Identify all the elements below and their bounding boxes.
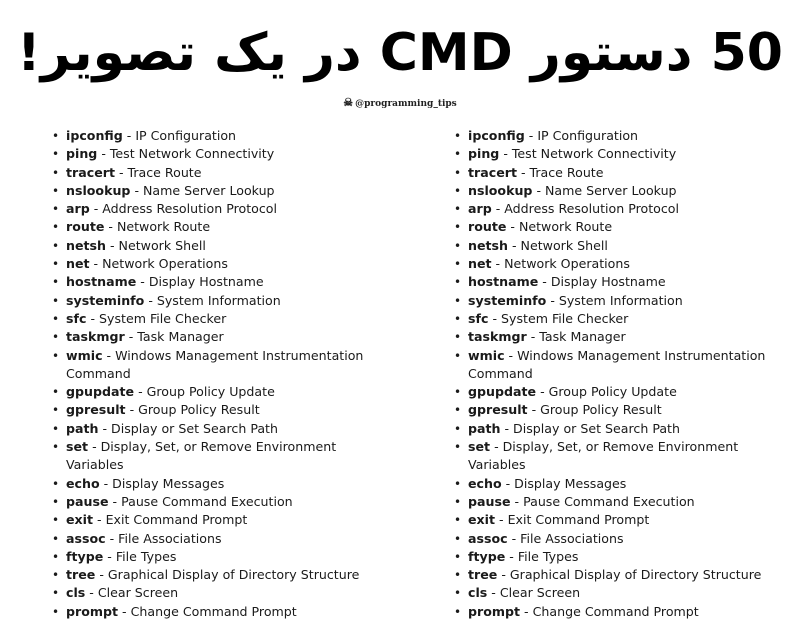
list-item xyxy=(454,237,794,255)
list-item xyxy=(454,164,794,182)
command-description: - Display, Set, or Remove Environment Variables xyxy=(468,439,739,473)
list-item xyxy=(52,273,397,291)
bullet-icon: • xyxy=(52,129,60,143)
command-name: route xyxy=(468,219,507,235)
bullet-icon: • xyxy=(454,494,462,509)
command-description: - Change Command Prompt xyxy=(118,603,297,619)
command-description: - Task Manager xyxy=(124,329,224,345)
command-description: - Test Network Connectivity xyxy=(499,146,677,162)
list-item xyxy=(52,493,397,511)
list-item xyxy=(454,548,794,566)
command-description: - Pause Command Execution xyxy=(510,493,695,509)
list-item xyxy=(454,292,794,310)
command-name: exit xyxy=(468,512,496,528)
bullet-icon: • xyxy=(454,183,462,198)
list-item xyxy=(454,200,794,218)
list-item xyxy=(52,164,397,182)
bullet-icon: • xyxy=(52,476,60,491)
bullet-icon: • xyxy=(454,220,462,235)
bullet-icon: • xyxy=(52,183,60,198)
command-description: - System Information xyxy=(144,292,281,308)
list-item xyxy=(52,310,397,328)
bullet-icon: • xyxy=(52,348,60,363)
command-name: arp xyxy=(66,201,90,217)
list-item xyxy=(52,511,397,529)
command-description: - Test Network Connectivity xyxy=(97,146,275,162)
list-item xyxy=(52,566,397,584)
command-description: - Display Messages xyxy=(501,475,627,491)
list-item xyxy=(454,401,794,419)
list-item xyxy=(52,603,397,621)
command-description: - Group Policy Update xyxy=(536,384,677,400)
command-name: gpupdate xyxy=(468,384,537,400)
bullet-icon: • xyxy=(52,568,60,583)
list-item xyxy=(52,475,397,493)
command-name: cls xyxy=(468,585,488,601)
bullet-icon: • xyxy=(454,421,462,436)
bullet-icon: • xyxy=(454,403,462,418)
command-name: nslookup xyxy=(468,182,533,198)
list-item xyxy=(52,292,397,310)
bullet-icon: • xyxy=(454,604,462,619)
command-description: - Clear Screen xyxy=(85,585,179,601)
command-description: - Display or Set Search Path xyxy=(98,420,278,436)
bullet-icon: • xyxy=(454,202,462,217)
list-item xyxy=(52,127,397,145)
command-name: net xyxy=(468,256,492,272)
bullet-icon: • xyxy=(454,238,462,253)
command-description: - Exit Command Prompt xyxy=(93,512,248,528)
list-item xyxy=(52,200,397,218)
command-name: ping xyxy=(66,146,98,162)
command-name: gpresult xyxy=(468,402,528,418)
command-description: - Trace Route xyxy=(114,164,202,180)
command-name: prompt xyxy=(468,603,521,619)
list-item xyxy=(52,145,397,163)
bullet-icon: • xyxy=(52,421,60,436)
bullet-icon: • xyxy=(454,257,462,272)
bullet-icon: • xyxy=(52,549,60,564)
command-name: route xyxy=(66,219,105,235)
list-item xyxy=(52,218,397,236)
command-name: netsh xyxy=(66,237,106,253)
bullet-icon: • xyxy=(454,330,462,345)
command-name: wmic xyxy=(468,347,505,363)
command-description: - IP Configuration xyxy=(524,128,639,143)
bullet-icon: • xyxy=(52,586,60,601)
command-description: - Name Server Lookup xyxy=(532,182,677,198)
command-description: - Network Operations xyxy=(89,256,228,272)
command-name: wmic xyxy=(66,347,103,363)
channel-logo-icon: ☠ xyxy=(343,96,354,109)
list-item xyxy=(454,127,794,145)
command-name: gpresult xyxy=(66,402,126,418)
bullet-icon: • xyxy=(52,531,60,546)
page-title: 50 دستور CMD در یک تصویر! xyxy=(17,23,783,83)
list-item xyxy=(52,237,397,255)
command-name: tracert xyxy=(468,164,517,180)
command-description: - File Associations xyxy=(507,530,624,546)
command-description: - Windows Management Instrumentation Command xyxy=(468,347,766,381)
bullet-icon: • xyxy=(454,531,462,546)
bullet-icon: • xyxy=(52,604,60,619)
command-name: sfc xyxy=(66,310,87,326)
command-description: - Display Messages xyxy=(99,475,225,491)
command-list-right xyxy=(454,127,794,621)
command-name: echo xyxy=(468,475,502,491)
list-item xyxy=(454,145,794,163)
bullet-icon: • xyxy=(454,147,462,162)
command-name: systeminfo xyxy=(66,292,145,308)
list-item xyxy=(52,255,397,273)
list-item xyxy=(454,511,794,529)
list-item xyxy=(454,383,794,401)
bullet-icon: • xyxy=(454,568,462,583)
list-item xyxy=(454,493,794,511)
command-name: ftype xyxy=(66,548,104,564)
command-name: tracert xyxy=(66,164,115,180)
bullet-icon: • xyxy=(454,311,462,326)
command-name: systeminfo xyxy=(468,292,547,308)
command-name: set xyxy=(66,439,89,455)
bullet-icon: • xyxy=(454,586,462,601)
bullet-icon: • xyxy=(454,348,462,363)
command-description: - Display or Set Search Path xyxy=(500,420,680,436)
list-item xyxy=(454,255,794,273)
bullet-icon: • xyxy=(454,385,462,400)
list-item xyxy=(52,383,397,401)
command-name: cls xyxy=(66,585,86,601)
command-description: - Trace Route xyxy=(516,164,604,180)
bullet-icon: • xyxy=(52,202,60,217)
list-item xyxy=(454,475,794,493)
command-description: - Name Server Lookup xyxy=(130,182,275,198)
command-name: tree xyxy=(468,567,498,583)
command-description: - System Information xyxy=(546,292,683,308)
command-description: - System File Checker xyxy=(488,310,629,326)
command-description: - Network Operations xyxy=(491,256,630,272)
command-name: echo xyxy=(66,475,100,491)
command-name: path xyxy=(66,420,99,436)
command-description: - Group Policy Result xyxy=(527,402,662,418)
command-description: - Group Policy Update xyxy=(134,384,275,400)
command-description: - Address Resolution Protocol xyxy=(89,201,277,217)
command-name: hostname xyxy=(468,274,539,290)
command-description: - Display, Set, or Remove Environment Variables xyxy=(66,439,337,473)
command-description: - Windows Management Instrumentation Command xyxy=(66,347,364,381)
command-name: pause xyxy=(66,493,109,509)
list-item xyxy=(454,273,794,291)
command-name: ipconfig xyxy=(66,128,123,143)
bullet-icon: • xyxy=(52,165,60,180)
bullet-icon: • xyxy=(454,129,462,143)
command-name: hostname xyxy=(66,274,137,290)
list-item xyxy=(454,530,794,548)
command-description: - Change Command Prompt xyxy=(520,603,699,619)
bullet-icon: • xyxy=(52,385,60,400)
command-description: - Address Resolution Protocol xyxy=(491,201,679,217)
bullet-icon: • xyxy=(52,494,60,509)
command-name: sfc xyxy=(468,310,489,326)
command-description: - System File Checker xyxy=(86,310,227,326)
bullet-icon: • xyxy=(454,513,462,528)
list-item xyxy=(52,530,397,548)
list-item xyxy=(52,584,397,602)
list-item xyxy=(52,182,397,200)
command-name: gpupdate xyxy=(66,384,135,400)
command-name: ipconfig xyxy=(468,128,525,143)
bullet-icon: • xyxy=(454,440,462,455)
list-item xyxy=(454,182,794,200)
bullet-icon: • xyxy=(52,257,60,272)
list-item xyxy=(52,420,397,438)
command-description: - Network Route xyxy=(506,219,613,235)
bullet-icon: • xyxy=(52,311,60,326)
bullet-icon: • xyxy=(52,147,60,162)
command-description: - Task Manager xyxy=(526,329,626,345)
command-description: - Clear Screen xyxy=(487,585,581,601)
command-name: ftype xyxy=(468,548,506,564)
command-name: path xyxy=(468,420,501,436)
credit-line xyxy=(0,96,800,109)
bullet-icon: • xyxy=(454,476,462,491)
command-description: - File Types xyxy=(103,548,177,564)
command-description: - Graphical Display of Directory Structure xyxy=(497,567,762,583)
command-description: - Graphical Display of Directory Structure xyxy=(95,567,360,583)
command-description: - Network Shell xyxy=(106,237,206,253)
command-name: ping xyxy=(468,146,500,162)
command-name: netsh xyxy=(468,237,508,253)
command-description: - Display Hostname xyxy=(136,274,264,290)
command-description: - File Types xyxy=(505,548,579,564)
list-item xyxy=(454,310,794,328)
command-description: - Exit Command Prompt xyxy=(495,512,650,528)
bullet-icon: • xyxy=(52,293,60,308)
list-item xyxy=(454,420,794,438)
command-description: - File Associations xyxy=(105,530,222,546)
command-name: nslookup xyxy=(66,182,131,198)
command-description: - IP Configuration xyxy=(122,128,237,143)
command-name: assoc xyxy=(468,530,508,546)
list-item xyxy=(454,438,794,475)
bullet-icon: • xyxy=(52,403,60,418)
bullet-icon: • xyxy=(454,549,462,564)
command-description: - Network Shell xyxy=(508,237,608,253)
bullet-icon: • xyxy=(454,275,462,290)
command-name: net xyxy=(66,256,90,272)
bullet-icon: • xyxy=(52,330,60,345)
list-item xyxy=(52,548,397,566)
list-item xyxy=(52,401,397,419)
list-item xyxy=(454,566,794,584)
command-description: - Pause Command Execution xyxy=(108,493,293,509)
list-item xyxy=(454,218,794,236)
command-name: assoc xyxy=(66,530,106,546)
list-item xyxy=(52,328,397,346)
list-item xyxy=(52,438,397,475)
list-item xyxy=(454,328,794,346)
command-name: taskmgr xyxy=(66,329,125,345)
command-list-left xyxy=(52,127,397,621)
list-item xyxy=(454,603,794,621)
list-item xyxy=(52,347,397,384)
bullet-icon: • xyxy=(52,238,60,253)
command-name: set xyxy=(468,439,491,455)
command-description: - Display Hostname xyxy=(538,274,666,290)
bullet-icon: • xyxy=(454,293,462,308)
bullet-icon: • xyxy=(454,165,462,180)
list-item xyxy=(454,584,794,602)
command-description: - Network Route xyxy=(104,219,211,235)
credit-handle: @programming_tips xyxy=(355,99,457,109)
command-name: tree xyxy=(66,567,96,583)
bullet-icon: • xyxy=(52,275,60,290)
command-name: arp xyxy=(468,201,492,217)
list-item xyxy=(454,347,794,384)
command-name: prompt xyxy=(66,603,119,619)
command-name: taskmgr xyxy=(468,329,527,345)
bullet-icon: • xyxy=(52,513,60,528)
command-name: pause xyxy=(468,493,511,509)
bullet-icon: • xyxy=(52,220,60,235)
command-name: exit xyxy=(66,512,94,528)
command-description: - Group Policy Result xyxy=(125,402,260,418)
bullet-icon: • xyxy=(52,440,60,455)
